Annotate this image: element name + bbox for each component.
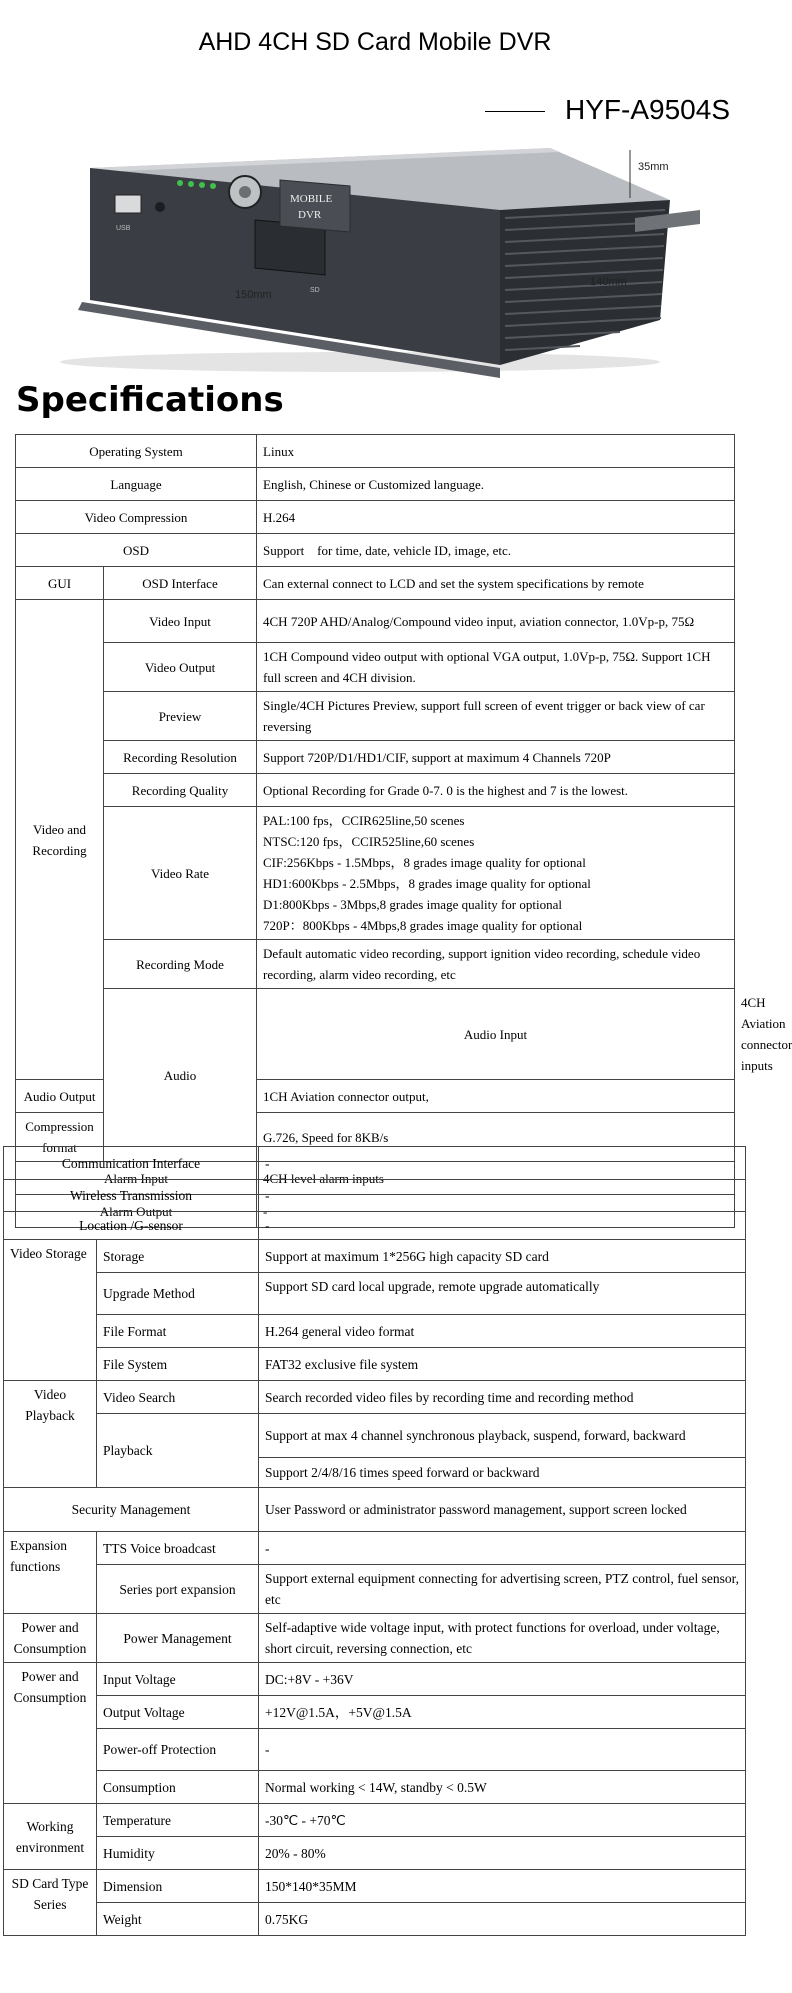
table-row	[16, 567, 735, 600]
table-row	[16, 807, 735, 940]
cell-value: -	[259, 1532, 746, 1565]
cell-label: Humidity	[97, 1837, 259, 1870]
table-row	[4, 1147, 746, 1180]
group-label: Video Storage	[4, 1240, 97, 1381]
cell-label: Video Search	[97, 1381, 259, 1414]
ir-sensor	[155, 202, 165, 212]
cell-value: DC:+8V - +36V	[259, 1663, 746, 1696]
cell-value: 1CH Compound video output with optional VGA output, 1.0Vp-p, 75Ω. Support 1CH full screen and 4CH division.	[257, 643, 735, 692]
cell-value: H.264 general video format	[259, 1315, 746, 1348]
table-row	[4, 1804, 746, 1837]
cell-label: Consumption	[97, 1771, 259, 1804]
cell-value: Search recorded video files by recording time and recording method	[259, 1381, 746, 1414]
table-row	[4, 1381, 746, 1414]
table-row	[4, 1729, 746, 1771]
table-row	[16, 435, 735, 468]
group-label: Working environment	[4, 1804, 97, 1870]
cell-value: Support at maximum 1*256G high capacity SD card	[259, 1240, 746, 1273]
cell-value: User Password or administrator password management, support screen locked	[259, 1488, 746, 1532]
cell-label: Recording Resolution	[104, 741, 257, 774]
cell-label: Input Voltage	[97, 1663, 259, 1696]
cell-label: Video Output	[104, 643, 257, 692]
cell-value: English, Chinese or Customized language.	[257, 468, 735, 501]
cell-label: Upgrade Method	[97, 1273, 259, 1315]
cell-value: Default automatic video recording, support ignition video recording, schedule video recording, alarm video recording, etc	[257, 940, 735, 989]
cell-label: Recording Mode	[104, 940, 257, 989]
cell-label: Location /G-sensor	[4, 1212, 259, 1240]
product-photo	[60, 140, 700, 375]
key-lock-core	[239, 186, 251, 198]
table-row	[16, 741, 735, 774]
cell-value: Support 2/4/8/16 times speed forward or backward	[259, 1458, 746, 1488]
cell-value: 150*140*35MM	[259, 1870, 746, 1903]
dim-height: 35mm	[638, 161, 669, 173]
cell-value: -	[259, 1729, 746, 1771]
page-title: AHD 4CH SD Card Mobile DVR	[198, 28, 552, 56]
table-row	[4, 1837, 746, 1870]
cell-label: Operating System	[16, 435, 257, 468]
cell-value: Linux	[257, 435, 735, 468]
cell-value: Self-adaptive wide voltage input, with protect functions for overload, under voltage, short circuit, reversing connection, etc	[259, 1614, 746, 1663]
cell-value: Support for time, date, vehicle ID, image, etc.	[257, 534, 735, 567]
group-label: Power and Consumption	[4, 1663, 97, 1804]
table-row	[4, 1532, 746, 1565]
cell-value: -	[259, 1180, 746, 1212]
table-row	[16, 643, 735, 692]
table-row	[4, 1903, 746, 1936]
cell-label: Language	[16, 468, 257, 501]
cell-label: Audio Output	[16, 1080, 104, 1113]
dash-decoration	[485, 111, 545, 112]
cell-label: Output Voltage	[97, 1696, 259, 1729]
dim-depth: 140mm	[590, 276, 627, 288]
cell-label: Weight	[97, 1903, 259, 1936]
video-rate-list	[257, 807, 735, 940]
group-label: Video Playback	[4, 1381, 97, 1488]
cell-label: Security Management	[4, 1488, 259, 1532]
cell-label: Power Management	[97, 1614, 259, 1663]
cell-value: -	[259, 1212, 746, 1240]
table-row	[4, 1614, 746, 1663]
list-item: CIF:256Kbps - 1.5Mbps，8 grades image quality for optional	[263, 855, 586, 870]
cell-label: Audio Input	[257, 989, 735, 1080]
cell-value: 4CH 720P AHD/Analog/Compound video input, aviation connector, 1.0Vp-p, 75Ω	[257, 600, 735, 643]
list-item: NTSC:120 fps，CCIR525line,60 scenes	[263, 834, 475, 849]
table-row	[4, 1273, 746, 1315]
group-label: Audio	[104, 989, 257, 1162]
cell-label: Dimension	[97, 1870, 259, 1903]
group-label: SD Card Type Series	[4, 1870, 97, 1936]
cell-value: 20% - 80%	[259, 1837, 746, 1870]
table-row: Audio Audio Input 4CH Aviation connector inputs	[16, 989, 735, 1080]
cell-value: Support external equipment connecting for advertising screen, PTZ control, fuel sensor, etc	[259, 1565, 746, 1614]
cell-label: Power-off Protection	[97, 1729, 259, 1771]
cell-label: Wireless Transmission	[4, 1180, 259, 1212]
table-row	[16, 774, 735, 807]
list-item: D1:800Kbps - 3Mbps,8 grades image quality for optional	[263, 897, 562, 912]
table-row	[16, 501, 735, 534]
cell-label: Video Input	[104, 600, 257, 643]
cell-value: G.726, Speed for 8KB/s	[257, 1113, 735, 1162]
cell-label: Series port expansion	[97, 1565, 259, 1614]
cell-value: FAT32 exclusive file system	[259, 1348, 746, 1381]
cell-label: Alarm Input	[16, 1162, 257, 1195]
table-row	[4, 1663, 746, 1696]
panel-text-dvr: DVR	[298, 209, 322, 221]
table-row	[4, 1414, 746, 1458]
cell-label: TTS Voice broadcast	[97, 1532, 259, 1565]
list-item: PAL:100 fps，CCIR625line,50 scenes	[263, 813, 465, 828]
specifications-heading: Specifications	[16, 380, 284, 420]
table-row	[4, 1565, 746, 1614]
table-row	[16, 600, 735, 643]
table-row	[4, 1315, 746, 1348]
cell-label: OSD Interface	[104, 567, 257, 600]
list-item: HD1:600Kbps - 2.5Mbps，8 grades image quality for optional	[263, 876, 591, 891]
spec-table-1	[15, 434, 792, 1228]
group-label: Video and Recording	[16, 600, 104, 1080]
cell-value: Can external connect to LCD and set the system specifications by remote	[257, 567, 735, 600]
table-row	[4, 1870, 746, 1903]
table-row	[4, 1771, 746, 1804]
table-row	[4, 1348, 746, 1381]
cell-label: Recording Quality	[104, 774, 257, 807]
cell-label: Video Rate	[104, 807, 257, 940]
table-row	[16, 534, 735, 567]
sd-label: SD	[310, 287, 320, 294]
cell-value: -	[259, 1147, 746, 1180]
cell-value: H.264	[257, 501, 735, 534]
cell-label: Compression format	[16, 1113, 104, 1162]
table-row	[16, 468, 735, 501]
cell-value: 1CH Aviation connector output,	[257, 1080, 735, 1113]
group-label: Expansion functions	[4, 1532, 97, 1614]
cell-label: Communication Interface	[4, 1147, 259, 1180]
table-row	[4, 1240, 746, 1273]
model-text: HYF-A9504S	[565, 94, 730, 125]
cell-value: 4CH level alarm inputs	[257, 1162, 735, 1195]
list-item: 720P：800Kbps - 4Mbps,8 grades image quality for optional	[263, 918, 583, 933]
group-label: GUI	[16, 567, 104, 600]
cell-label: Video Compression	[16, 501, 257, 534]
spec-table-2	[3, 1146, 746, 1936]
cell-label: Preview	[104, 692, 257, 741]
table-row	[4, 1696, 746, 1729]
table-row	[4, 1488, 746, 1532]
cell-value: Optional Recording for Grade 0-7. 0 is the highest and 7 is the lowest.	[257, 774, 735, 807]
table-row	[16, 940, 735, 989]
panel-text-mobile: MOBILE	[290, 193, 333, 205]
cell-value: +12V@1.5A，+5V@1.5A	[259, 1696, 746, 1729]
cell-label: Playback	[97, 1414, 259, 1488]
dim-width: 150mm	[235, 289, 272, 301]
cell-label: File Format	[97, 1315, 259, 1348]
cell-value: -	[257, 1195, 735, 1228]
cell-label: OSD	[16, 534, 257, 567]
table-row	[4, 1180, 746, 1212]
table-row	[16, 692, 735, 741]
model-number	[485, 94, 730, 126]
table-row	[4, 1212, 746, 1240]
cell-value: 0.75KG	[259, 1903, 746, 1936]
label-plate	[280, 180, 350, 232]
cell-value: Single/4CH Pictures Preview, support full screen of event trigger or back view of car reversing	[257, 692, 735, 741]
usb-port	[115, 195, 141, 213]
usb-label: USB	[116, 225, 131, 232]
cell-label: Temperature	[97, 1804, 259, 1837]
cell-value: Support 720P/D1/HD1/CIF, support at maximum 4 Channels 720P	[257, 741, 735, 774]
cell-value: -30℃ - +70℃	[259, 1804, 746, 1837]
cell-label: File System	[97, 1348, 259, 1381]
cell-value: Support SD card local upgrade, remote upgrade automatically	[259, 1273, 746, 1315]
cell-value: Support at max 4 channel synchronous playback, suspend, forward, backward	[259, 1414, 746, 1458]
cell-value: Normal working < 14W, standby < 0.5W	[259, 1771, 746, 1804]
group-label: Power and Consumption	[4, 1614, 97, 1663]
cell-label: Storage	[97, 1240, 259, 1273]
cell-label: Alarm Output	[16, 1195, 257, 1228]
